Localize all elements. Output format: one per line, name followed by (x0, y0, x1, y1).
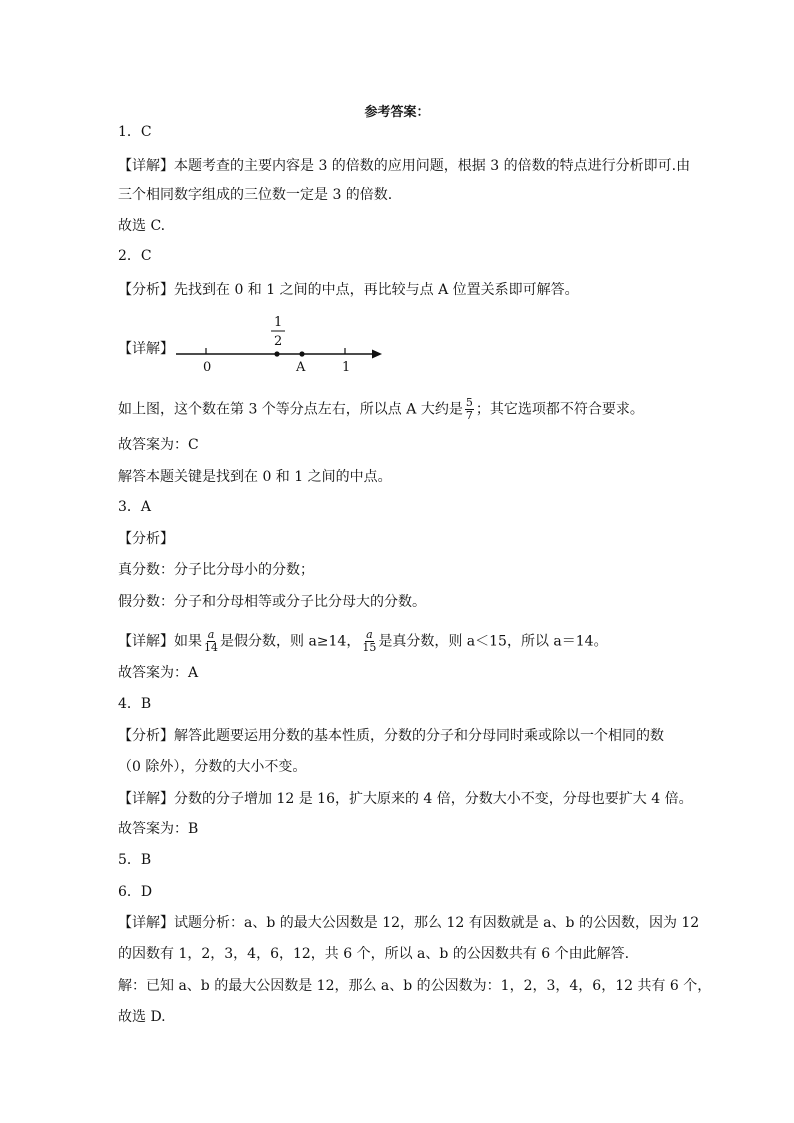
q1-detail-cont: 三个相同数字组成的三位数一定是 3 的倍数. (118, 187, 393, 203)
q3-detail-mid1: 是假分数，则 a≥14， (220, 633, 361, 650)
q4-analysis-cont: （0 除外），分数的大小不变。 (118, 759, 307, 775)
q4-conclusion: 故答案为：B (118, 821, 199, 837)
fraction-denominator: 7 (465, 409, 473, 422)
q2-conclusion: 故答案为：C (118, 437, 199, 453)
q3-proper-fraction: 真分数：分子比分母小的分数； (118, 562, 314, 578)
fraction-a-over-15 (362, 629, 376, 654)
q3-detail-pre: 【详解】如果 (118, 633, 202, 650)
q1-detail: 【详解】本题考查的主要内容是 3 的倍数的应用问题，根据 3 的倍数的特点进行分析即可.由 (118, 158, 691, 174)
number-line (118, 312, 418, 382)
q3-improper-fraction: 假分数：分子和分母相等或分子比分母大的分数。 (118, 594, 426, 610)
q6-detail-cont: 的因数有 1，2，3，4，6，12，共 6 个，所以 a、b 的公因数共有 6 个由此解答. (118, 946, 630, 962)
number-line-figure (118, 312, 418, 382)
q2-detail-tag: 【详解】 (118, 341, 174, 357)
q3-answer: 3．A (118, 499, 152, 515)
q6-solution: 解：已知 a、b 的最大公因数是 12，那么 a、b 的公因数为：1，2，3，4，6，12 共有 6 个， (118, 978, 712, 994)
page-title: 参考答案： (364, 105, 430, 120)
label-one: 1 (342, 360, 351, 375)
q1-answer: 1．C (118, 124, 152, 140)
q6-detail: 【详解】试题分析：a、b 的最大公因数是 12，那么 12 有因数就是 a、b 的公因数，因为 12 (118, 915, 700, 931)
q2-explain-post: ；其它选项都不符合要求。 (475, 401, 644, 418)
q3-detail (118, 629, 608, 654)
label-zero: 0 (203, 360, 212, 375)
half-denominator: 2 (274, 334, 283, 349)
fraction-denominator: 14 (204, 641, 218, 654)
fraction-numerator: a (207, 628, 215, 641)
q4-answer: 4．B (118, 696, 152, 712)
q5-answer: 5．B (118, 852, 152, 868)
q6-answer: 6．D (118, 884, 153, 900)
q6-conclusion: 故选 D. (118, 1009, 166, 1025)
fraction-numerator: 5 (465, 396, 473, 409)
q2-answer: 2．C (118, 248, 152, 264)
q3-detail-mid2: 是真分数，则 a＜15，所以 a＝14。 (378, 633, 608, 650)
q2-analysis: 【分析】先找到在 0 和 1 之间的中点，再比较与点 A 位置关系即可解答。 (118, 282, 579, 298)
half-numerator: 1 (274, 315, 283, 330)
q2-explain-pre: 如上图，这个数在第 3 个等分点左右，所以点 A 大约是 (118, 401, 463, 418)
midpoint-dot (274, 351, 279, 356)
point-a-dot (299, 351, 304, 356)
q3-analysis: 【分析】 (118, 531, 174, 547)
q4-detail: 【详解】分数的分子增加 12 是 16，扩大原来的 4 倍，分数大小不变，分母也要扩大 4 倍。 (118, 791, 693, 807)
fraction-a-over-14 (204, 629, 218, 654)
q3-conclusion: 故答案为：A (118, 665, 199, 681)
q2-key: 解答本题关键是找到在 0 和 1 之间的中点。 (118, 469, 392, 485)
fraction-numerator: a (366, 628, 373, 641)
fraction-five-sevenths (465, 397, 474, 422)
q4-analysis: 【分析】解答此题要运用分数的基本性质，分数的分子和分母同时乘或除以一个相同的数 (118, 728, 664, 744)
axis-arrow-icon (372, 350, 382, 359)
q2-explanation (118, 397, 644, 422)
q1-conclusion: 故选 C. (118, 218, 166, 234)
label-point-a: A (296, 360, 306, 375)
fraction-denominator: 15 (362, 641, 377, 654)
